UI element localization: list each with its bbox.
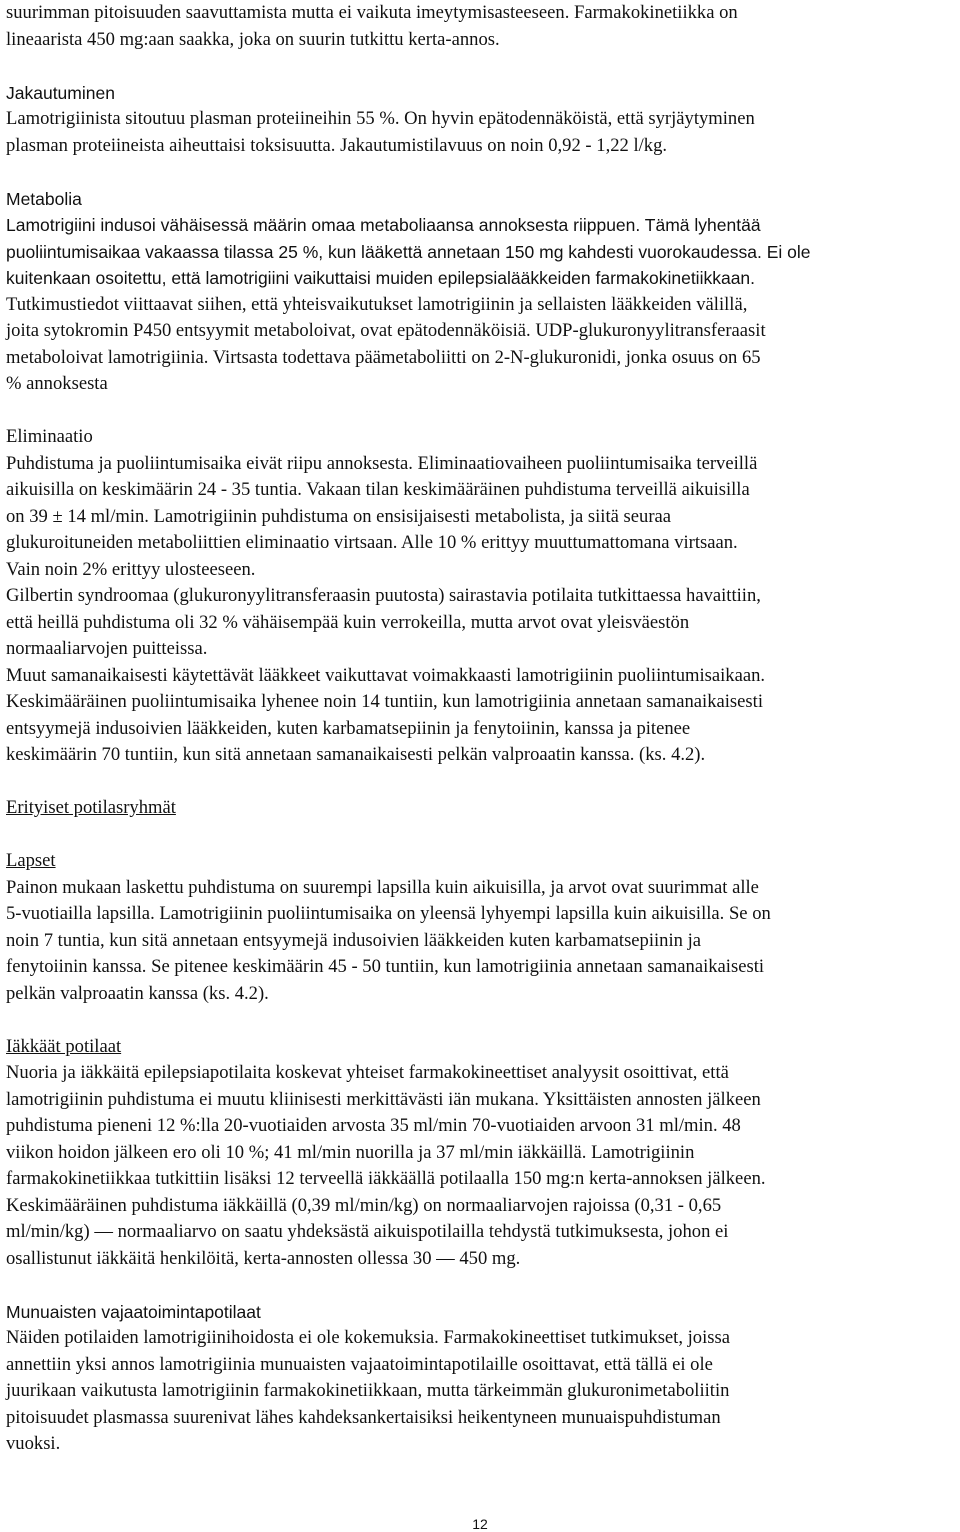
text-line: keskimäärin 70 tuntiin, kun sitä annetaan samanaikaisesti pelkän valproaatin kanssa. (ks. 4.2).: [6, 744, 706, 765]
text-line: osallistunut iäkkäitä henkilöitä, kerta-annosten ollessa 30 — 450 mg.: [6, 1247, 521, 1269]
section-erityiset-potilasryhmat: [6, 795, 956, 822]
intro-paragraph: [6, 0, 956, 53]
text-line: aikuisilla on keskimäärin 24 - 35 tuntia. Vakaan tilan keskimääräinen puhdistuma terveillä aikuisilla: [6, 479, 750, 500]
text-line: % annoksesta: [6, 373, 108, 394]
text-line: Näiden potilaiden lamotrigiinihoidosta ei ole kokemuksia. Farmakokineettiset tutkimukset, joissa: [6, 1327, 730, 1348]
section-heading: Metabolia: [6, 188, 82, 209]
text-line: Keskimääräinen puoliintumisaika lyhenee noin 14 tuntiin, kun lamotrigiinia annetaan samanaikaisesti: [6, 691, 763, 712]
text-line: Painon mukaan laskettu puhdistuma on suurempi lapsilla kuin aikuisilla, ja arvot ovat suurimmat alle: [6, 876, 759, 898]
page-number: 12: [472, 1516, 488, 1532]
text-line: annettiin yksi annos lamotrigiinia munuaisten vajaatoimintapotilaille osoittavat, että tällä ei ole: [6, 1353, 713, 1375]
section-iakkaat-potilaat: [6, 1034, 956, 1273]
text-line: joita sytokromin P450 entsyymit metaboloivat, ovat epätodennäköisiä. UDP-glukuronyylitransferaasit: [6, 320, 766, 341]
section-heading: Jakautuminen: [6, 82, 115, 103]
text-line: glukuroituneiden metaboliittien eliminaatio virtsaan. Alle 10 % erittyy muuttumattomana virtsaan.: [6, 532, 738, 553]
text-line: normaaliarvojen puitteissa.: [6, 638, 208, 659]
section-lapset: [6, 848, 956, 1007]
section-heading: Eliminaatio: [6, 426, 93, 447]
text-line: entsyymejä indusoivien lääkkeiden, kuten karbamatsepiinin ja fenytoiinin, kanssa ja pitenee: [6, 717, 691, 739]
text-line: Lamotrigiini indusoi vähäisessä määrin omaa metaboliaansa annoksesta riippuen. Tämä lyhentää: [6, 215, 761, 235]
text-line: Keskimääräinen puhdistuma iäkkäillä (0,39 ml/min/kg) on normaaliarvojen rajoissa (0,31 - 0,65: [6, 1194, 722, 1216]
text-line: Lamotrigiinista sitoutuu plasman proteiineihin 55 %. On hyvin epätodennäköistä, että syrjäytyminen: [6, 108, 755, 129]
section-metabolia: [6, 186, 956, 398]
text-line: pitoisuudet plasmassa suurenivat lähes kahdeksankertaisiksi heikentyneen munuaispuhdistuman: [6, 1406, 721, 1428]
text-line: on 39 ± 14 ml/min. Lamotrigiinin puhdistuma on ensisijaisesti metabolista, ja siitä seuraa: [6, 505, 672, 527]
subsection-heading: Iäkkäät potilaat: [6, 1035, 122, 1057]
text-line: suurimman pitoisuuden saavuttamista mutta ei vaikuta imeytymisasteeseen. Farmakokinetiikka on: [6, 2, 738, 23]
subsection-heading: Lapset: [6, 850, 56, 871]
section-eliminaatio: [6, 424, 956, 769]
text-line: juurikaan vaikutusta lamotrigiinin farmakokinetiikkaan, mutta tärkeimmän glukuronimetaboliitin: [6, 1380, 730, 1401]
text-line: että heillä puhdistuma oli 32 % vähäisempää kuin verrokeilla, mutta arvot ovat yleisväestön: [6, 611, 690, 633]
text-line: 5-vuotiailla lapsilla. Lamotrigiinin puoliintumisaika on yleensä lyhyempi lapsilla kuin aikuisilla. Se on: [6, 903, 771, 924]
text-line: Gilbertin syndroomaa (glukuronyylitransferaasin puutosta) sairastavia potilaita tutkittaessa havaittiin,: [6, 585, 761, 606]
text-line: farmakokinetiikkaa tutkittiin lisäksi 12 terveellä iäkkäällä potilaalla 150 mg:n kerta-annoksen jälkeen.: [6, 1168, 766, 1189]
text-line: puoliintumisaikaa vakaassa tilassa 25 %, kun lääkettä annetaan 150 mg kahdesti vuorokaudessa. Ei ole: [6, 241, 811, 262]
text-line: viikon hoidon jälkeen ero oli 10 %; 41 ml/min nuorilla ja 37 ml/min iäkkäillä. Lamotrigiinin: [6, 1141, 695, 1163]
text-line: puhdistuma pieneni 12 %:lla 20-vuotiaiden arvosta 35 ml/min 70-vuotiaiden arvoon 31 ml/min. 48: [6, 1115, 741, 1136]
section-heading: Erityiset potilasryhmät: [6, 797, 176, 818]
text-line: pelkän valproaatin kanssa (ks. 4.2).: [6, 982, 269, 1004]
text-line: Vain noin 2% erittyy ulosteeseen.: [6, 558, 256, 580]
text-line: Muut samanaikaisesti käytettävät lääkkeet vaikuttavat voimakkaasti lamotrigiinin puoliintumisaikaan.: [6, 664, 766, 686]
text-line: vuoksi.: [6, 1433, 61, 1454]
text-line: lineaarista 450 mg:aan saakka, joka on suurin tutkittu kerta-annos.: [6, 28, 500, 50]
section-jakautuminen: [6, 80, 956, 160]
text-line: kuitenkaan osoitettu, että lamotrigiini vaikuttaisi muiden epilepsialääkkeiden farmakokinetiikkaan.: [6, 268, 756, 288]
section-munuaisten-vajaatoimintapotilaat: [6, 1299, 956, 1458]
text-line: lamotrigiinin puhdistuma ei muutu kliinisesti merkittävästi iän mukana. Yksittäisten annosten jälkeen: [6, 1088, 761, 1110]
text-line: noin 7 tuntia, kun sitä annetaan entsyymejä indusoivien lääkkeiden kuten karbamatsepiinin ja: [6, 929, 702, 951]
text-line: fenytoiinin kanssa. Se pitenee keskimäärin 45 - 50 tuntiin, kun lamotrigiinia annetaan samanaikaisesti: [6, 956, 765, 977]
subsection-heading: Munuaisten vajaatoimintapotilaat: [6, 1301, 261, 1322]
text-line: Puhdistuma ja puoliintumisaika eivät riipu annoksesta. Eliminaatiovaiheen puoliintumisaika terveillä: [6, 452, 758, 474]
text-line: ml/min/kg) — normaaliarvo on saatu yhdeksästä aikuispotilailla tehdystä tutkimuksesta, johon ei: [6, 1221, 729, 1242]
text-line: Nuoria ja iäkkäitä epilepsiapotilaita koskevat yhteiset farmakokineettiset analyysit osoittivat, että: [6, 1062, 729, 1083]
text-line: plasman proteiineista aiheuttaisi toksisuutta. Jakautumistilavuus on noin 0,92 - 1,22 l/kg.: [6, 134, 668, 156]
text-line: metaboloivat lamotrigiinia. Virtsasta todettava päämetaboliitti on 2-N-glukuronidi, jonka osuus on 65: [6, 346, 761, 368]
document-page: [6, 0, 956, 1458]
text-line: Tutkimustiedot viittaavat siihen, että yhteisvaikutukset lamotrigiinin ja sellaisten lääkkeiden välillä,: [6, 293, 748, 315]
